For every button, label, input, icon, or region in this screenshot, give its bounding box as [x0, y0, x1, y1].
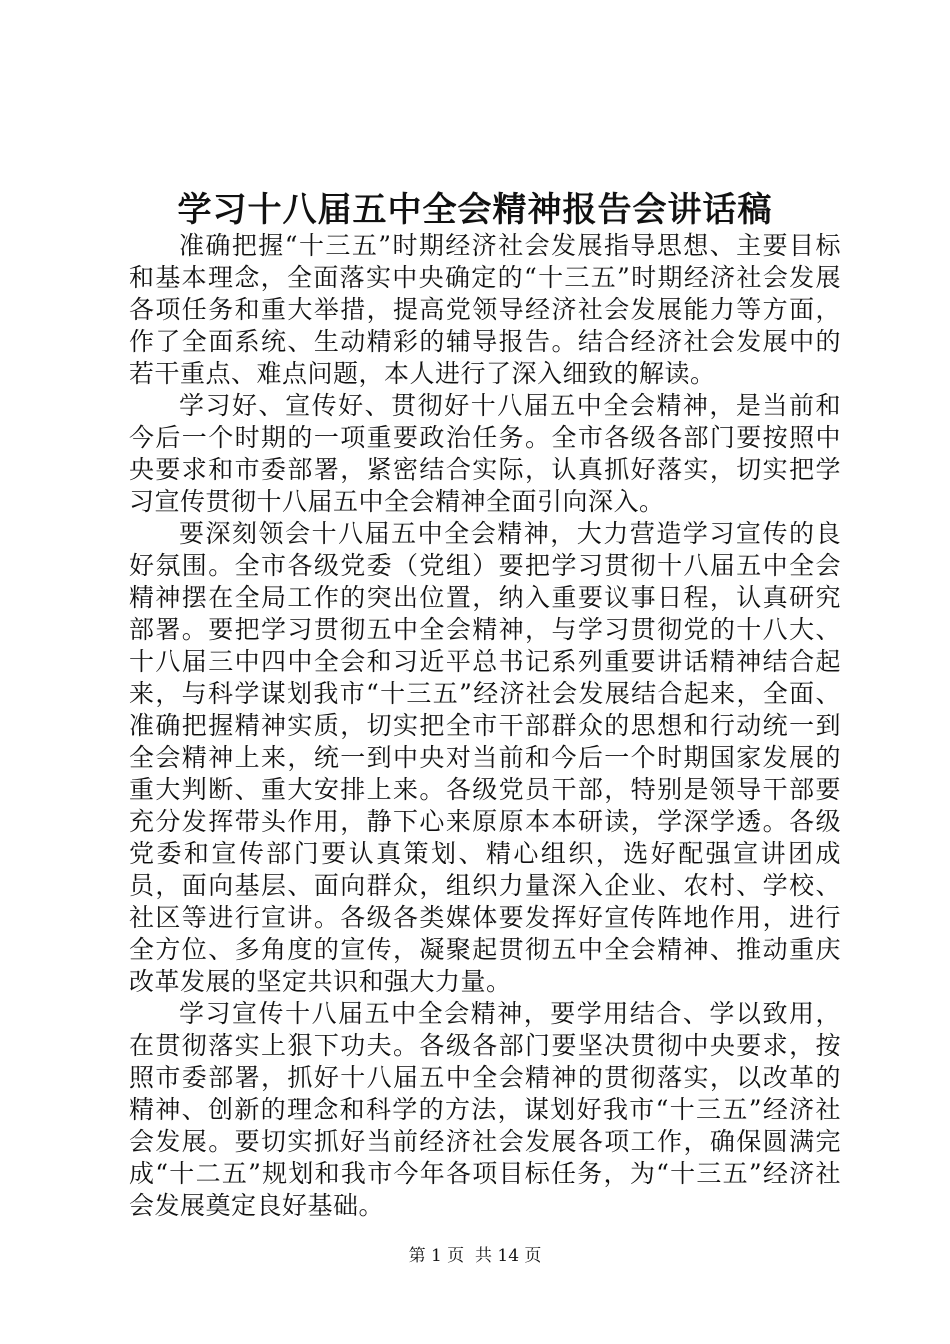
page-footer [0, 1244, 950, 1268]
document-body [129, 230, 841, 1222]
paragraph-4: 学习宣传十八届五中全会精神，要学用结合、学以致用，在贯彻落实上狠下功夫。各级各部门要坚决贯彻中央要求，按照市委部署，抓好十八届五中全会精神的贯彻落实，以改革的精神、创新的理念和科学的方法，谋划好我市“十三五”经济社会发展。要切实抓好当前经济社会发展各项工作，确保圆满完成“十二五”规划和我市今年各项目标任务，为“十三五”经济社会发展奠定良好基础。 [129, 999, 841, 1220]
document-title: 学习十八届五中全会精神报告会讲话稿 [177, 190, 773, 230]
page-number-label: 第 1 页 共 14 页 [408, 1246, 542, 1266]
paragraph-1: 准确把握“十三五”时期经济社会发展指导思想、主要目标和基本理念，全面落实中央确定的“十三五”时期经济社会发展各项任务和重大举措，提高党领导经济社会发展能力等方面，作了全面系统、生动精彩的辅导报告。结合经济社会发展中的若干重点、难点问题，本人进行了深入细致的解读。 [129, 231, 841, 388]
paragraph-2: 学习好、宣传好、贯彻好十八届五中全会精神，是当前和今后一个时期的一项重要政治任务。全市各级各部门要按照中央要求和市委部署，紧密结合实际，认真抓好落实，切实把学习宣传贯彻十八届五中全会精神全面引向深入。 [129, 391, 841, 516]
paragraph-3: 要深刻领会十八届五中全会精神，大力营造学习宣传的良好氛围。全市各级党委（党组）要把学习贯彻十八届五中全会精神摆在全局工作的突出位置，纳入重要议事日程，认真研究部署。要把学习贯彻五中全会精神，与学习贯彻党的十八大、十八届三中四中全会和习近平总书记系列重要讲话精神结合起来，与科学谋划我市“十三五”经济社会发展结合起来，全面、准确把握精神实质，切实把全市干部群众的思想和行动统一到全会精神上来，统一到中央对当前和今后一个时期国家发展的重大判断、重大安排上来。各级党员干部，特别是领导干部要充分发挥带头作用，静下心来原原本本研读，学深学透。各级党委和宣传部门要认真策划、精心组织，选好配强宣讲团成员，面向基层、面向群众，组织力量深入企业、农村、学校、社区等进行宣讲。各级各类媒体要发挥好宣传阵地作用，进行全方位、多角度的宣传，凝聚起贯彻五中全会精神、推动重庆改革发展的坚定共识和强大力量。 [129, 519, 841, 996]
